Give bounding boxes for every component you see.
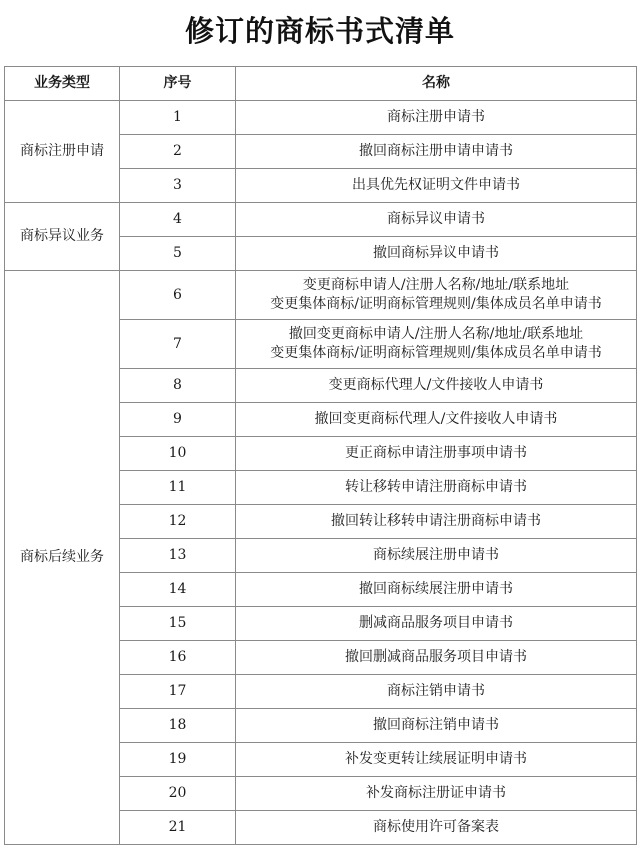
name-line: 商标注册申请书 — [387, 109, 485, 125]
table-row — [5, 203, 637, 237]
name-line: 撤回商标注销申请书 — [373, 717, 499, 733]
name-line: 撤回变更商标申请人/注册人名称/地址/联系地址 — [288, 326, 584, 342]
name-cell — [236, 403, 637, 437]
name-line: 撤回商标异议申请书 — [373, 245, 499, 261]
name-cell — [236, 320, 637, 369]
form-list-table — [4, 66, 637, 845]
name-cell — [236, 237, 637, 271]
number-cell: 19 — [120, 743, 236, 777]
header-business-type: 业务类型 — [5, 67, 120, 101]
number-cell: 12 — [120, 505, 236, 539]
name-line: 变更集体商标/证明商标管理规则/集体成员名单申请书 — [270, 296, 602, 312]
name-line: 商标注销申请书 — [387, 683, 485, 699]
name-cell — [236, 437, 637, 471]
header-name: 名称 — [236, 67, 637, 101]
number-cell: 8 — [120, 369, 236, 403]
name-line: 转让移转申请注册商标申请书 — [345, 479, 527, 495]
name-cell — [236, 369, 637, 403]
number-cell: 3 — [120, 169, 236, 203]
bottom-crop-edge — [0, 852, 640, 856]
name-cell — [236, 573, 637, 607]
name-cell — [236, 203, 637, 237]
table-header-row — [5, 67, 637, 101]
number-cell: 16 — [120, 641, 236, 675]
name-cell — [236, 169, 637, 203]
name-line: 撤回商标注册申请申请书 — [359, 143, 513, 159]
number-cell: 11 — [120, 471, 236, 505]
number-cell: 7 — [120, 320, 236, 369]
name-line: 变更商标代理人/文件接收人申请书 — [328, 377, 544, 393]
table-row — [5, 271, 637, 320]
name-cell — [236, 777, 637, 811]
name-line: 删减商品服务项目申请书 — [359, 615, 513, 631]
name-line: 更正商标申请注册事项申请书 — [345, 445, 527, 461]
header-number: 序号 — [120, 67, 236, 101]
number-cell: 14 — [120, 573, 236, 607]
name-cell — [236, 271, 637, 320]
number-cell: 1 — [120, 101, 236, 135]
number-cell: 17 — [120, 675, 236, 709]
number-cell: 10 — [120, 437, 236, 471]
name-cell — [236, 743, 637, 777]
name-line: 补发商标注册证申请书 — [366, 785, 506, 801]
number-cell: 6 — [120, 271, 236, 320]
category-cell: 商标后续业务 — [5, 271, 120, 845]
name-line: 撤回转让移转申请注册商标申请书 — [331, 513, 541, 529]
name-cell — [236, 675, 637, 709]
name-line: 变更集体商标/证明商标管理规则/集体成员名单申请书 — [270, 345, 602, 361]
number-cell: 13 — [120, 539, 236, 573]
number-cell: 15 — [120, 607, 236, 641]
name-cell — [236, 641, 637, 675]
name-line: 变更商标申请人/注册人名称/地址/联系地址 — [302, 277, 570, 293]
name-line: 出具优先权证明文件申请书 — [352, 177, 520, 193]
page-title: 修订的商标书式清单 — [184, 14, 455, 48]
number-cell: 9 — [120, 403, 236, 437]
category-cell: 商标异议业务 — [5, 203, 120, 271]
number-cell: 20 — [120, 777, 236, 811]
number-cell: 18 — [120, 709, 236, 743]
number-cell: 4 — [120, 203, 236, 237]
category-cell: 商标注册申请 — [5, 101, 120, 203]
name-cell — [236, 539, 637, 573]
name-cell — [236, 811, 637, 845]
number-cell: 5 — [120, 237, 236, 271]
name-line: 补发变更转让续展证明申请书 — [345, 751, 527, 767]
name-cell — [236, 471, 637, 505]
name-cell — [236, 135, 637, 169]
name-line: 撤回变更商标代理人/文件接收人申请书 — [314, 411, 558, 427]
name-cell — [236, 505, 637, 539]
table-row — [5, 101, 637, 135]
number-cell: 2 — [120, 135, 236, 169]
name-cell — [236, 709, 637, 743]
number-cell: 21 — [120, 811, 236, 845]
name-line: 撤回商标续展注册申请书 — [359, 581, 513, 597]
name-line: 商标异议申请书 — [387, 211, 485, 227]
name-line: 商标续展注册申请书 — [373, 547, 499, 563]
name-line: 商标使用许可备案表 — [373, 819, 499, 835]
table-body — [5, 101, 637, 845]
name-cell — [236, 101, 637, 135]
name-line: 撤回删减商品服务项目申请书 — [345, 649, 527, 665]
name-cell — [236, 607, 637, 641]
